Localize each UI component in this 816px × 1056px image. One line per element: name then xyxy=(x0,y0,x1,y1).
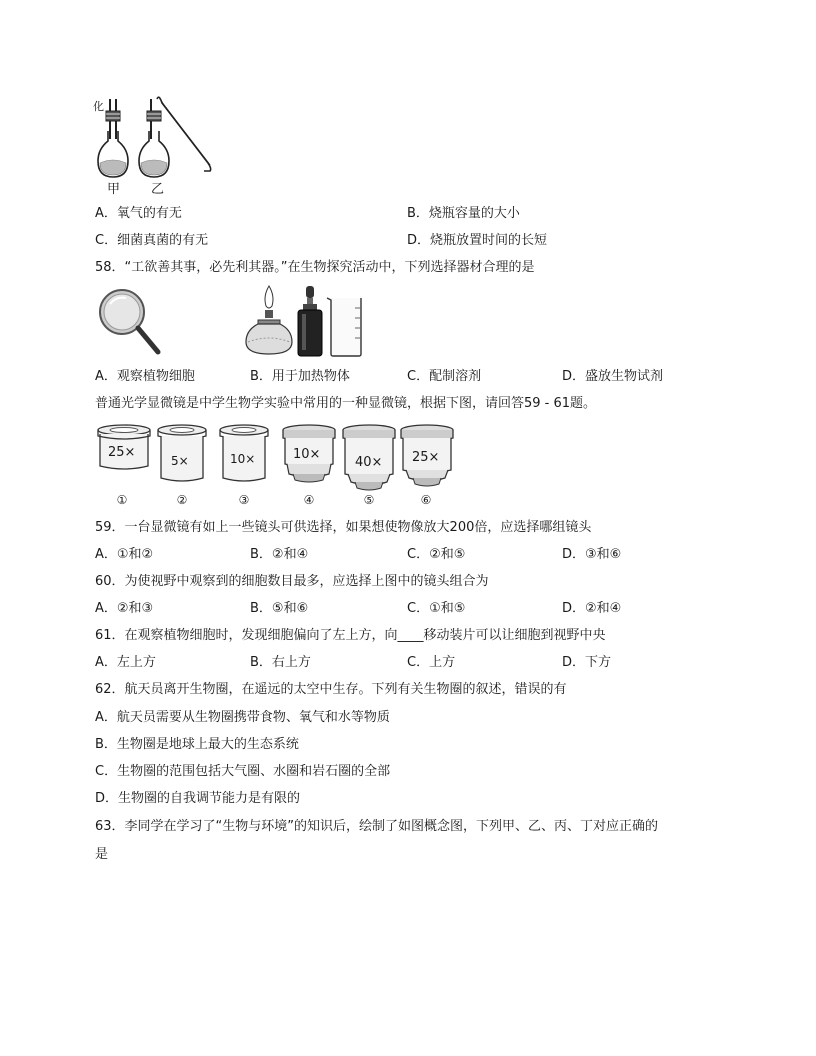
flask-yi-icon xyxy=(138,97,218,182)
q59-stem: 59．一台显微镜有如上一些镜头可供选择，如果想使物像放大200倍，应选择哪组镜头 xyxy=(95,520,592,535)
q59-option-d: D．③和⑥ xyxy=(562,547,622,562)
q58-option-d: D．盛放生物试剂 xyxy=(562,369,664,384)
q62-stem: 62．航天员离开生物圈，在遥远的太空中生存。下列有关生物圈的叙述，错误的有 xyxy=(95,682,567,697)
lens-2-number: ② xyxy=(176,493,188,507)
q58-option-a: A．观察植物细胞 xyxy=(95,369,195,384)
q59-option-c: C．②和⑤ xyxy=(407,547,466,562)
microscope-intro: 普通光学显微镜是中学生物学实验中常用的一种显微镜，根据下图，请回答59 - 61题。 xyxy=(95,396,597,411)
alcohol-lamp-icon xyxy=(244,284,294,359)
lens-3-mag: 10× xyxy=(230,452,256,466)
q60-option-c: C．①和⑤ xyxy=(407,601,466,616)
q61-stem: 61．在观察植物细胞时，发现细胞偏向了左上方，向____移动装片可以让细胞到视野中央 xyxy=(95,628,606,643)
q60-option-a: A．②和③ xyxy=(95,601,154,616)
q58-option-b: B．用于加热物体 xyxy=(250,369,350,384)
magnifier-icon xyxy=(98,288,168,358)
lens-1-mag: 25× xyxy=(108,445,136,460)
lens-4-mag: 10× xyxy=(293,447,321,462)
partial-character: 化 xyxy=(93,100,104,113)
flask-label-jia: 甲 xyxy=(107,182,121,197)
q57-option-d: D．烧瓶放置时间的长短 xyxy=(407,233,548,248)
q62-option-c: C．生物圈的范围包括大气圈、水圈和岩石圈的全部 xyxy=(95,764,391,779)
flask-jia-icon xyxy=(98,97,138,182)
q57-option-c: C．细菌真菌的有无 xyxy=(95,233,209,248)
lens-2-mag: 5× xyxy=(171,454,189,468)
lens-6-mag: 25× xyxy=(412,450,440,465)
q58-option-c: C．配制溶剂 xyxy=(407,369,482,384)
q63-stem-line1: 63．李同学在学习了“生物与环境”的知识后，绘制了如图概念图，下列甲、乙、丙、丁对应正确的 xyxy=(95,819,659,834)
q62-option-b: B．生物圈是地球上最大的生态系统 xyxy=(95,737,299,752)
lens-5-number: ⑤ xyxy=(363,493,375,507)
q60-option-d: D．②和④ xyxy=(562,601,622,616)
lens-4-number: ④ xyxy=(303,493,315,507)
dropper-bottle-icon xyxy=(296,284,324,359)
q59-option-a: A．①和② xyxy=(95,547,154,562)
q60-option-b: B．⑤和⑥ xyxy=(250,601,309,616)
q62-option-a: A．航天员需要从生物圈携带食物、氧气和水等物质 xyxy=(95,710,390,725)
beaker-icon xyxy=(325,294,365,359)
q63-stem-line2: 是 xyxy=(95,847,109,862)
q61-option-d: D．下方 xyxy=(562,655,612,670)
q59-option-b: B．②和④ xyxy=(250,547,309,562)
q61-option-b: B．右上方 xyxy=(250,655,311,670)
q61-option-c: C．上方 xyxy=(407,655,456,670)
lens-1-number: ① xyxy=(116,493,128,507)
q57-option-b: B．烧瓶容量的大小 xyxy=(407,206,520,221)
q60-stem: 60．为使视野中观察到的细胞数目最多，应选择上图中的镜头组合为 xyxy=(95,574,489,589)
q58-stem: 58．“工欲善其事，必先利其器。”在生物探究活动中，下列选择器材合理的是 xyxy=(95,260,535,275)
q57-option-a: A．氧气的有无 xyxy=(95,206,182,221)
q61-option-a: A．左上方 xyxy=(95,655,156,670)
lens-5-mag: 40× xyxy=(355,455,383,470)
flask-label-yi: 乙 xyxy=(151,182,165,197)
q62-option-d: D．生物圈的自我调节能力是有限的 xyxy=(95,791,301,806)
lens-3-number: ③ xyxy=(238,493,250,507)
lens-6-number: ⑥ xyxy=(420,493,432,507)
